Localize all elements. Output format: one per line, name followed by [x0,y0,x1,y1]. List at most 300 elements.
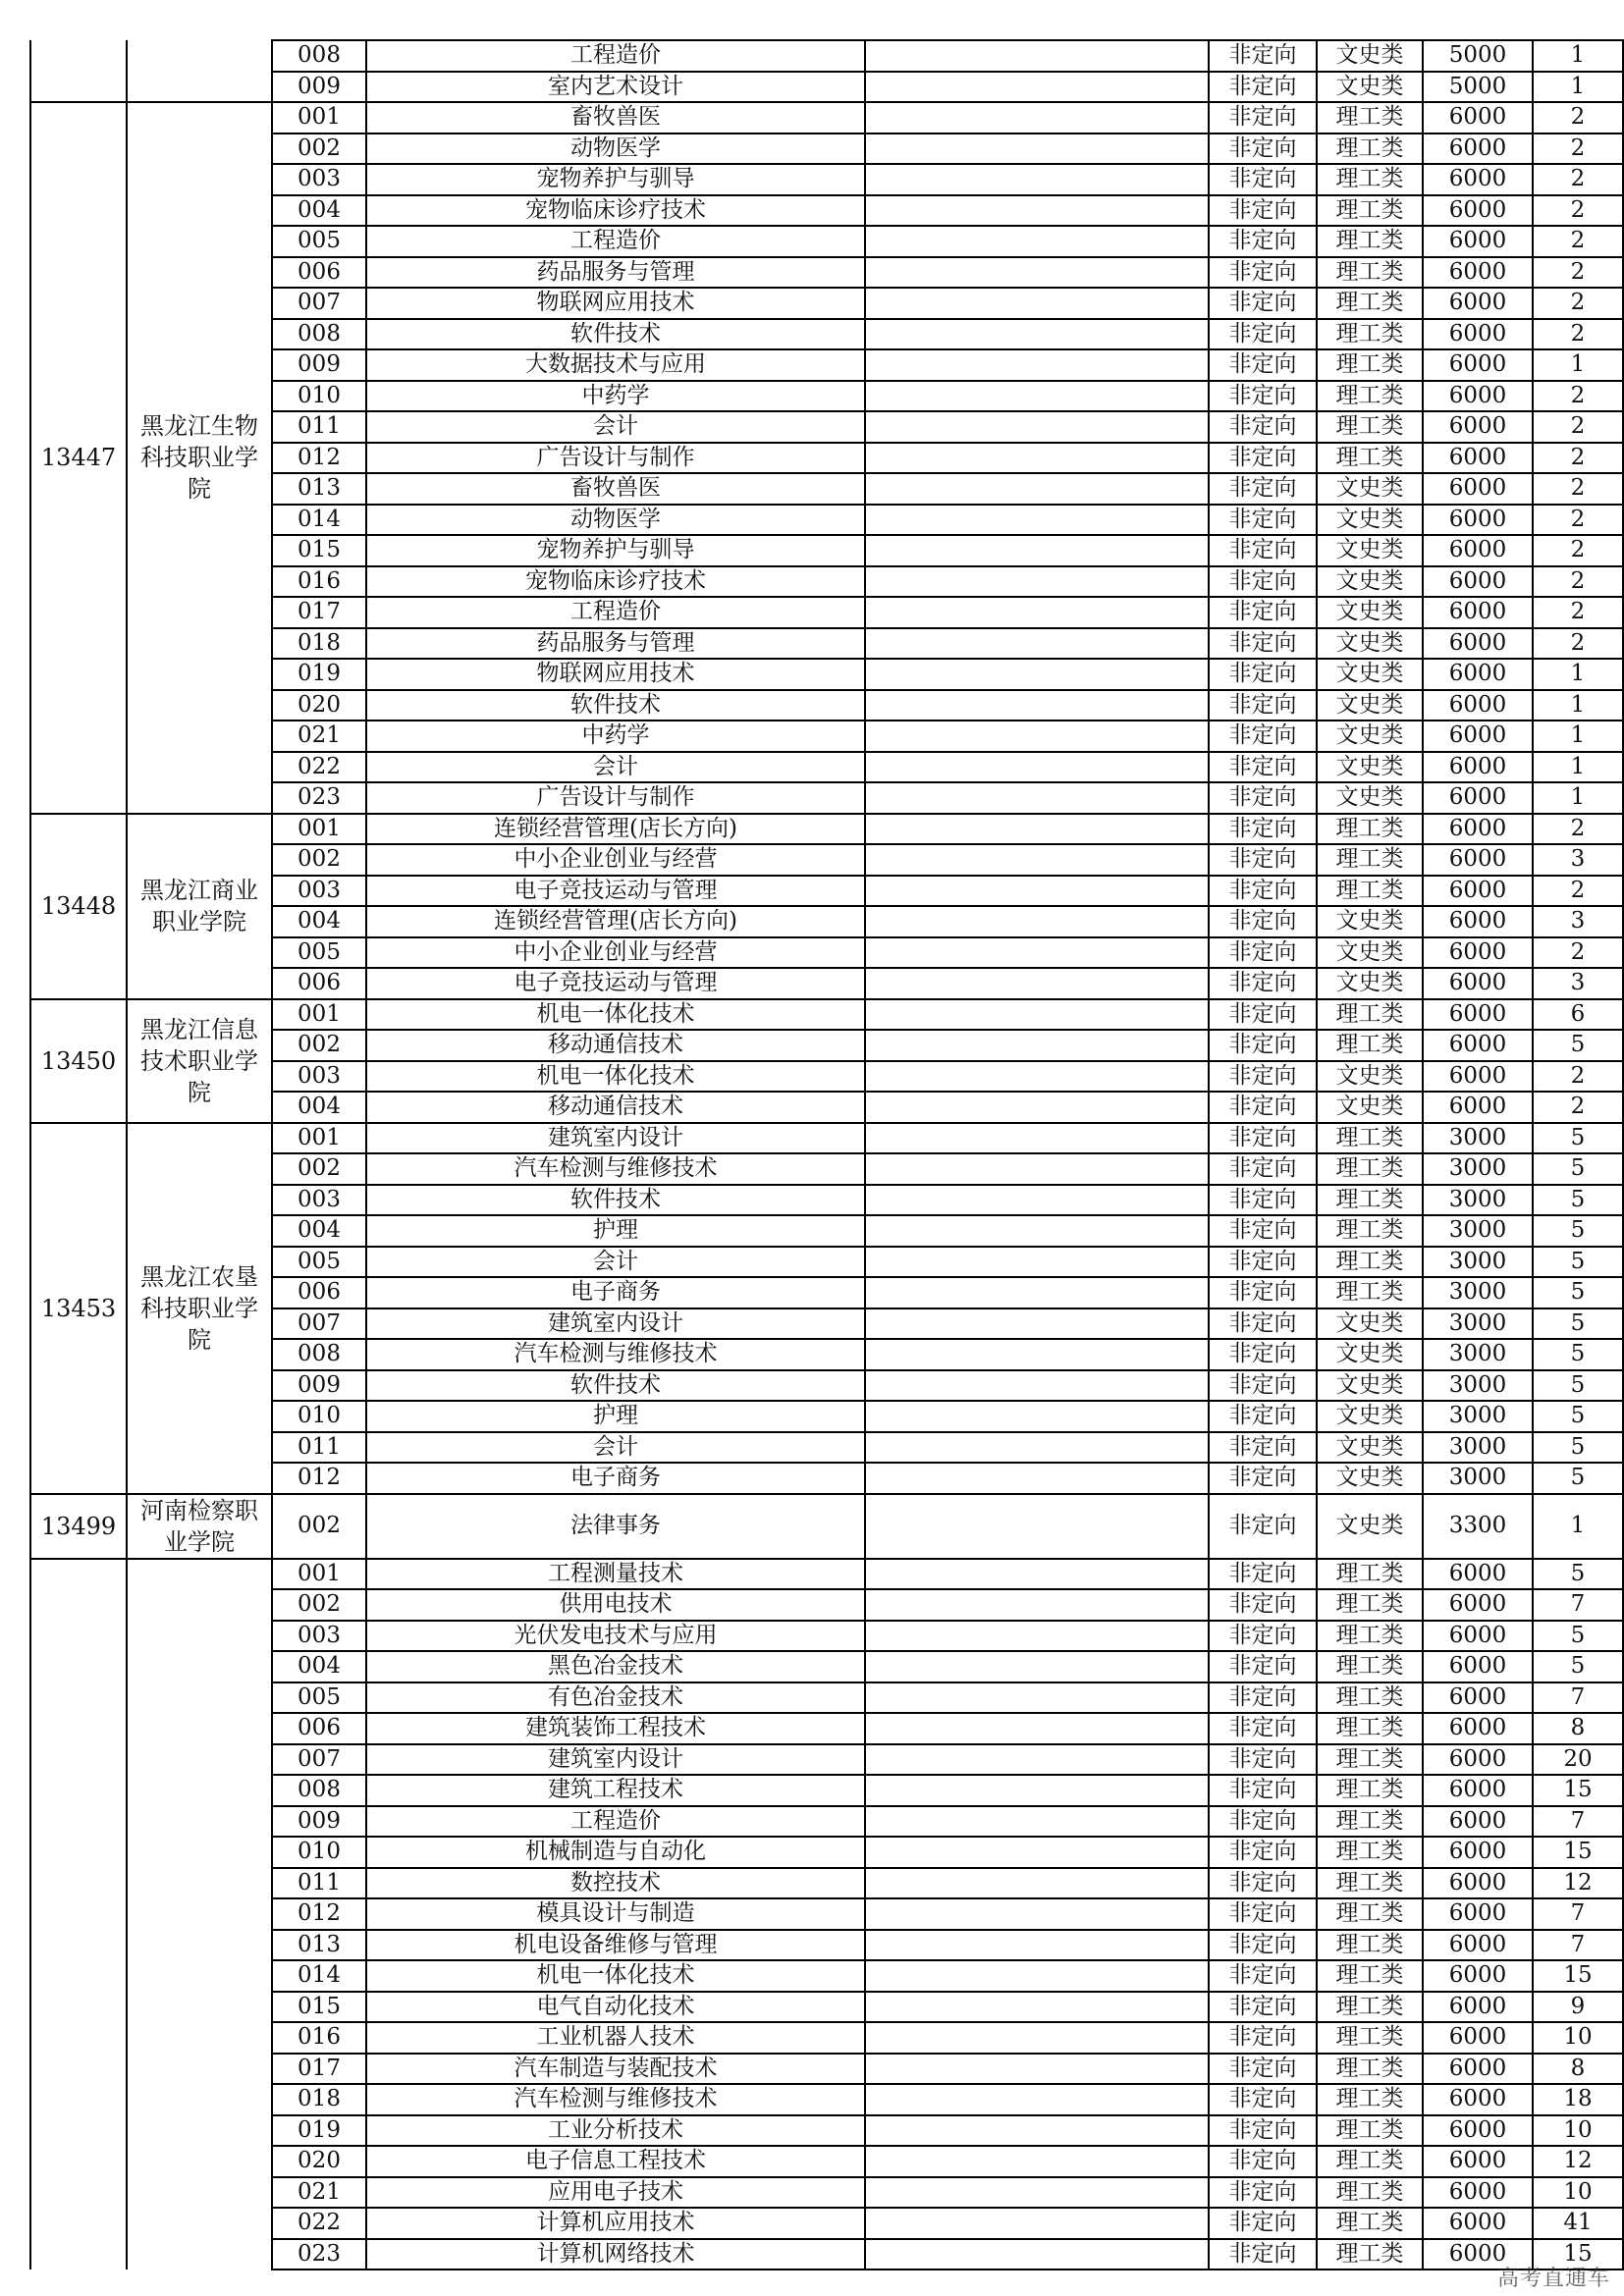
plan-count: 1 [1533,349,1623,381]
plan-count: 1 [1533,1494,1623,1559]
category: 理工类 [1317,257,1423,289]
major-name: 汽车检测与维修技术 [366,2084,865,2115]
remark [865,1806,1209,1838]
tuition: 6000 [1423,999,1533,1031]
remark [865,257,1209,289]
plan-count: 2 [1533,535,1623,566]
school-code: 13447 [30,102,127,814]
plan-count: 1 [1533,690,1623,721]
major-code: 001 [272,814,366,845]
major-name: 数控技术 [366,1868,865,1899]
remark [865,2054,1209,2085]
tuition: 6000 [1423,1744,1533,1776]
remark [865,505,1209,536]
tuition: 6000 [1423,937,1533,969]
tuition: 3300 [1423,1494,1533,1559]
remark [865,288,1209,319]
major-name: 工程造价 [366,226,865,257]
tuition: 6000 [1423,1092,1533,1123]
major-name: 会计 [366,752,865,783]
remark [865,1744,1209,1776]
remark [865,1621,1209,1652]
major-code: 003 [272,164,366,195]
orientation: 非定向 [1209,968,1317,999]
plan-count: 2 [1533,226,1623,257]
plan-count: 5 [1533,1277,1623,1308]
remark [865,1092,1209,1123]
remark [865,2115,1209,2147]
remark [865,782,1209,814]
plan-count: 5 [1533,1370,1623,1402]
category: 理工类 [1317,844,1423,876]
plan-count: 5 [1533,1123,1623,1154]
tuition: 6000 [1423,814,1533,845]
major-code: 007 [272,1744,366,1776]
major-name: 宠物养护与驯导 [366,164,865,195]
category: 理工类 [1317,1185,1423,1216]
plan-count: 5 [1533,1432,1623,1464]
tuition: 6000 [1423,628,1533,660]
orientation: 非定向 [1209,721,1317,752]
tuition: 6000 [1423,381,1533,412]
tuition: 6000 [1423,1589,1533,1621]
orientation: 非定向 [1209,937,1317,969]
orientation: 非定向 [1209,349,1317,381]
category: 理工类 [1317,2115,1423,2147]
plan-count: 10 [1533,2115,1623,2147]
major-code: 004 [272,1215,366,1247]
school-code: 13448 [30,814,127,999]
tuition: 6000 [1423,1651,1533,1682]
major-code: 009 [272,72,366,103]
tuition: 6000 [1423,876,1533,907]
major-name: 计算机应用技术 [366,2208,865,2239]
plan-count: 5 [1533,1308,1623,1340]
plan-count: 7 [1533,1898,1623,1930]
orientation: 非定向 [1209,1463,1317,1494]
tuition: 3000 [1423,1432,1533,1464]
category: 理工类 [1317,1621,1423,1652]
major-name: 软件技术 [366,1370,865,1402]
table-row [30,1559,1623,1590]
major-code: 005 [272,1682,366,1714]
major-name: 广告设计与制作 [366,782,865,814]
orientation: 非定向 [1209,1030,1317,1061]
plan-count: 2 [1533,937,1623,969]
major-name: 工业机器人技术 [366,2022,865,2054]
tuition: 6000 [1423,133,1533,165]
tuition: 3000 [1423,1247,1533,1278]
remark [865,1339,1209,1370]
category: 文史类 [1317,566,1423,598]
major-name: 汽车检测与维修技术 [366,1339,865,1370]
category: 理工类 [1317,1651,1423,1682]
remark [865,1123,1209,1154]
remark [865,133,1209,165]
major-code: 002 [272,1030,366,1061]
category: 文史类 [1317,937,1423,969]
major-name: 会计 [366,1432,865,1464]
major-name: 会计 [366,411,865,443]
orientation: 非定向 [1209,1775,1317,1806]
plan-count: 2 [1533,473,1623,505]
orientation: 非定向 [1209,659,1317,690]
major-name: 电子竞技运动与管理 [366,968,865,999]
plan-count: 1 [1533,40,1623,72]
category: 文史类 [1317,721,1423,752]
orientation: 非定向 [1209,1247,1317,1278]
major-code: 007 [272,288,366,319]
tuition: 6000 [1423,319,1533,350]
category: 文史类 [1317,40,1423,72]
major-name: 汽车检测与维修技术 [366,1153,865,1185]
remark [865,1215,1209,1247]
remark [865,319,1209,350]
tuition: 6000 [1423,2146,1533,2177]
major-code: 006 [272,968,366,999]
category: 理工类 [1317,164,1423,195]
tuition: 3000 [1423,1185,1533,1216]
remark [865,1370,1209,1402]
major-code: 002 [272,133,366,165]
category: 理工类 [1317,411,1423,443]
remark [865,1682,1209,1714]
category: 文史类 [1317,628,1423,660]
major-name: 电气自动化技术 [366,1992,865,2023]
category: 文史类 [1317,72,1423,103]
category: 文史类 [1317,659,1423,690]
major-code: 004 [272,906,366,937]
table-row [30,40,1623,72]
plan-count: 12 [1533,1868,1623,1899]
school-code [30,1559,127,2270]
plan-count: 1 [1533,782,1623,814]
major-name: 软件技术 [366,1185,865,1216]
category: 理工类 [1317,443,1423,474]
school-name: 黑龙江生物科技职业学院 [127,102,272,814]
major-name: 广告设计与制作 [366,443,865,474]
category: 文史类 [1317,906,1423,937]
category: 理工类 [1317,102,1423,133]
major-code: 002 [272,1494,366,1559]
major-code: 013 [272,473,366,505]
major-code: 003 [272,1061,366,1093]
category: 文史类 [1317,1339,1423,1370]
remark [865,1837,1209,1868]
plan-count: 2 [1533,1092,1623,1123]
remark [865,2022,1209,2054]
major-code: 021 [272,2177,366,2209]
major-code: 010 [272,1837,366,1868]
school-code [30,40,127,102]
major-code: 011 [272,1432,366,1464]
major-code: 012 [272,1898,366,1930]
category: 理工类 [1317,1775,1423,1806]
major-code: 003 [272,1185,366,1216]
tuition: 6000 [1423,2177,1533,2209]
plan-count: 5 [1533,1153,1623,1185]
category: 理工类 [1317,1837,1423,1868]
major-code: 003 [272,876,366,907]
orientation: 非定向 [1209,1401,1317,1432]
category: 文史类 [1317,1401,1423,1432]
remark [865,1713,1209,1744]
tuition: 6000 [1423,443,1533,474]
major-name: 建筑装饰工程技术 [366,1713,865,1744]
category: 文史类 [1317,473,1423,505]
orientation: 非定向 [1209,1651,1317,1682]
school-code: 13450 [30,999,127,1123]
major-code: 010 [272,1401,366,1432]
remark [865,844,1209,876]
major-name: 工业分析技术 [366,2115,865,2147]
plan-count: 9 [1533,1992,1623,2023]
tuition: 6000 [1423,2084,1533,2115]
major-code: 011 [272,1868,366,1899]
tuition: 6000 [1423,2208,1533,2239]
remark [865,443,1209,474]
category: 理工类 [1317,1559,1423,1590]
orientation: 非定向 [1209,2115,1317,2147]
remark [865,40,1209,72]
major-name: 有色冶金技术 [366,1682,865,1714]
plan-count: 5 [1533,1339,1623,1370]
category: 理工类 [1317,1589,1423,1621]
tuition: 3000 [1423,1463,1533,1494]
major-code: 001 [272,1559,366,1590]
orientation: 非定向 [1209,1744,1317,1776]
tuition: 5000 [1423,40,1533,72]
remark [865,226,1209,257]
orientation: 非定向 [1209,690,1317,721]
category: 理工类 [1317,288,1423,319]
major-code: 006 [272,1277,366,1308]
plan-count: 15 [1533,2239,1623,2270]
major-code: 010 [272,381,366,412]
remark [865,628,1209,660]
plan-count: 8 [1533,2054,1623,2085]
major-name: 应用电子技术 [366,2177,865,2209]
remark [865,381,1209,412]
plan-count: 1 [1533,721,1623,752]
major-code: 022 [272,2208,366,2239]
orientation: 非定向 [1209,752,1317,783]
major-name: 中小企业创业与经营 [366,937,865,969]
tuition: 6000 [1423,2239,1533,2270]
major-name: 宠物养护与驯导 [366,535,865,566]
tuition: 3000 [1423,1277,1533,1308]
plan-count: 2 [1533,102,1623,133]
major-name: 工程造价 [366,1806,865,1838]
plan-count: 12 [1533,2146,1623,2177]
remark [865,2084,1209,2115]
orientation: 非定向 [1209,628,1317,660]
major-code: 016 [272,566,366,598]
major-code: 002 [272,844,366,876]
plan-count: 15 [1533,1775,1623,1806]
plan-count: 3 [1533,844,1623,876]
category: 理工类 [1317,2054,1423,2085]
major-name: 建筑室内设计 [366,1308,865,1340]
plan-count: 5 [1533,1651,1623,1682]
table-row [30,999,1623,1031]
remark [865,1401,1209,1432]
category: 理工类 [1317,2084,1423,2115]
plan-count: 2 [1533,1061,1623,1093]
table-row [30,1123,1623,1154]
category: 理工类 [1317,1682,1423,1714]
school-name [127,40,272,102]
category: 文史类 [1317,597,1423,628]
plan-count: 1 [1533,659,1623,690]
orientation: 非定向 [1209,1061,1317,1093]
tuition: 6000 [1423,349,1533,381]
major-code: 016 [272,2022,366,2054]
major-name: 建筑室内设计 [366,1744,865,1776]
major-name: 计算机网络技术 [366,2239,865,2270]
tuition: 6000 [1423,1559,1533,1590]
plan-count: 2 [1533,505,1623,536]
major-name: 工程测量技术 [366,1559,865,1590]
orientation: 非定向 [1209,1682,1317,1714]
category: 理工类 [1317,2022,1423,2054]
category: 文史类 [1317,782,1423,814]
plan-count: 5 [1533,1215,1623,1247]
orientation: 非定向 [1209,2022,1317,2054]
orientation: 非定向 [1209,906,1317,937]
major-name: 药品服务与管理 [366,257,865,289]
tuition: 6000 [1423,1775,1533,1806]
major-name: 宠物临床诊疗技术 [366,566,865,598]
remark [865,102,1209,133]
tuition: 6000 [1423,473,1533,505]
table-body [30,40,1623,2269]
major-name: 软件技术 [366,319,865,350]
tuition: 3000 [1423,1123,1533,1154]
orientation: 非定向 [1209,133,1317,165]
school-name: 河南检察职业学院 [127,1494,272,1559]
tuition: 3000 [1423,1308,1533,1340]
plan-count: 6 [1533,999,1623,1031]
orientation: 非定向 [1209,999,1317,1031]
orientation: 非定向 [1209,1185,1317,1216]
tuition: 6000 [1423,1030,1533,1061]
plan-count: 5 [1533,1463,1623,1494]
remark [865,2239,1209,2270]
major-code: 004 [272,1092,366,1123]
plan-count: 2 [1533,381,1623,412]
major-code: 020 [272,2146,366,2177]
plan-count: 5 [1533,1401,1623,1432]
category: 理工类 [1317,381,1423,412]
orientation: 非定向 [1209,2177,1317,2209]
orientation: 非定向 [1209,164,1317,195]
category: 理工类 [1317,1215,1423,1247]
plan-count: 3 [1533,968,1623,999]
remark [865,597,1209,628]
remark [865,937,1209,969]
remark [865,535,1209,566]
tuition: 6000 [1423,1898,1533,1930]
tuition: 6000 [1423,690,1533,721]
plan-count: 7 [1533,1589,1623,1621]
tuition: 6000 [1423,411,1533,443]
major-code: 007 [272,1308,366,1340]
plan-count: 2 [1533,133,1623,165]
major-name: 物联网应用技术 [366,659,865,690]
major-name: 工程造价 [366,597,865,628]
tuition: 6000 [1423,1960,1533,1992]
remark [865,752,1209,783]
category: 理工类 [1317,1277,1423,1308]
major-code: 008 [272,40,366,72]
category: 理工类 [1317,2146,1423,2177]
major-name: 黑色冶金技术 [366,1651,865,1682]
plan-count: 2 [1533,288,1623,319]
major-name: 中小企业创业与经营 [366,844,865,876]
plan-count: 15 [1533,1837,1623,1868]
orientation: 非定向 [1209,814,1317,845]
tuition: 6000 [1423,1868,1533,1899]
tuition: 6000 [1423,906,1533,937]
tuition: 3000 [1423,1401,1533,1432]
category: 理工类 [1317,349,1423,381]
major-code: 006 [272,1713,366,1744]
category: 理工类 [1317,1930,1423,1961]
major-name: 机械制造与自动化 [366,1837,865,1868]
plan-count: 2 [1533,257,1623,289]
tuition: 6000 [1423,659,1533,690]
category: 理工类 [1317,1960,1423,1992]
remark [865,906,1209,937]
remark [865,411,1209,443]
remark [865,1559,1209,1590]
major-name: 中药学 [366,721,865,752]
orientation: 非定向 [1209,1123,1317,1154]
remark [865,2208,1209,2239]
orientation: 非定向 [1209,597,1317,628]
tuition: 6000 [1423,1992,1533,2023]
school-name: 黑龙江农垦科技职业学院 [127,1123,272,1494]
tuition: 6000 [1423,752,1533,783]
category: 理工类 [1317,1247,1423,1278]
category: 理工类 [1317,2177,1423,2209]
major-code: 004 [272,195,366,227]
school-code: 13499 [30,1494,127,1559]
category: 理工类 [1317,226,1423,257]
major-name: 动物医学 [366,133,865,165]
orientation: 非定向 [1209,288,1317,319]
tuition: 3000 [1423,1339,1533,1370]
school-code: 13453 [30,1123,127,1494]
orientation: 非定向 [1209,1621,1317,1652]
category: 理工类 [1317,1713,1423,1744]
plan-count: 10 [1533,2022,1623,2054]
tuition: 6000 [1423,844,1533,876]
category: 理工类 [1317,1868,1423,1899]
plan-count: 2 [1533,195,1623,227]
remark [865,690,1209,721]
table-row [30,102,1623,133]
orientation: 非定向 [1209,1868,1317,1899]
orientation: 非定向 [1209,1370,1317,1402]
plan-count: 8 [1533,1713,1623,1744]
plan-count: 2 [1533,164,1623,195]
plan-count: 1 [1533,72,1623,103]
major-code: 009 [272,349,366,381]
tuition: 3000 [1423,1153,1533,1185]
orientation: 非定向 [1209,319,1317,350]
